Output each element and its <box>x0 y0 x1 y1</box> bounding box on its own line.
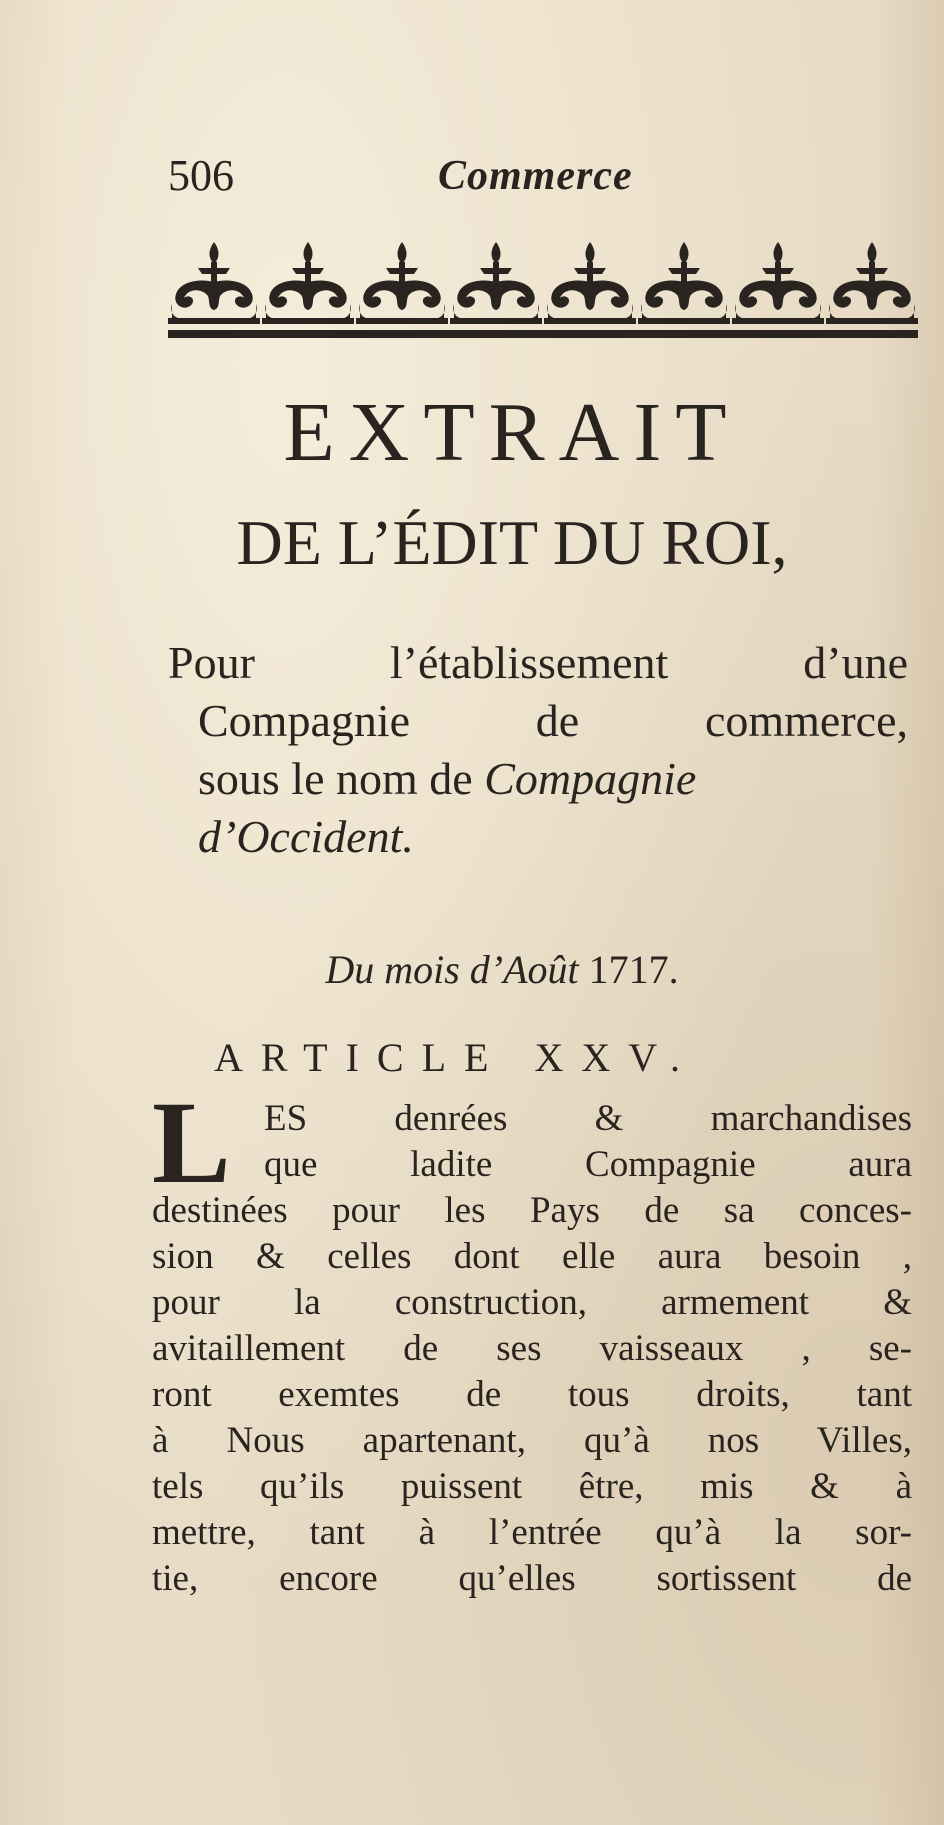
title-sub: DE L’ÉDIT DU ROI, <box>236 507 788 578</box>
title-main: EXTRAIT <box>283 386 741 479</box>
body-line: à Nous apartenant, qu’à nos Villes, <box>152 1420 912 1461</box>
purpose-line-3-italic: Compagnie <box>484 753 697 804</box>
body-line: tels qu’ils puissent être, mis & à <box>152 1466 912 1507</box>
body-line: ront exemtes de tous droits, tant <box>152 1374 912 1415</box>
body-line: destinées pour les Pays de sa conces- <box>152 1190 912 1231</box>
purpose-line-2: Compagnie de commerce, <box>198 695 908 746</box>
edict-date <box>0 946 944 993</box>
body-line: tie, encore qu’elles sortissent de <box>152 1558 912 1599</box>
page-number: 506 <box>168 151 234 200</box>
purpose-line-3 <box>168 750 908 808</box>
drop-cap: L <box>152 1077 231 1208</box>
purpose-line-1: Pour l’établissement d’une <box>168 637 908 688</box>
fleuron-border-icon <box>168 238 918 346</box>
body-line: que ladite Compagnie aura <box>264 1144 912 1185</box>
date-year: 1717. <box>588 947 679 992</box>
running-head <box>168 150 928 210</box>
body-line: avitaillement de ses vaisseaux , se- <box>152 1328 912 1369</box>
body-line: ES denrées & marchandises <box>264 1098 912 1139</box>
running-title: Commerce <box>438 153 633 199</box>
article-body <box>152 1077 912 1602</box>
purpose-line-4: d’Occident. <box>198 811 414 862</box>
purpose-line-3-prefix: sous le nom de <box>198 753 485 804</box>
date-month: Du mois d’Août <box>325 947 579 992</box>
body-line: sion & celles dont elle aura besoin , <box>152 1236 912 1277</box>
purpose-paragraph <box>168 634 908 866</box>
body-line: pour la construction, armement & <box>152 1282 912 1323</box>
article-heading: ARTICLE XXV. <box>214 1035 698 1080</box>
body-line: mettre, tant à l’entrée qu’à la sor- <box>152 1512 912 1553</box>
